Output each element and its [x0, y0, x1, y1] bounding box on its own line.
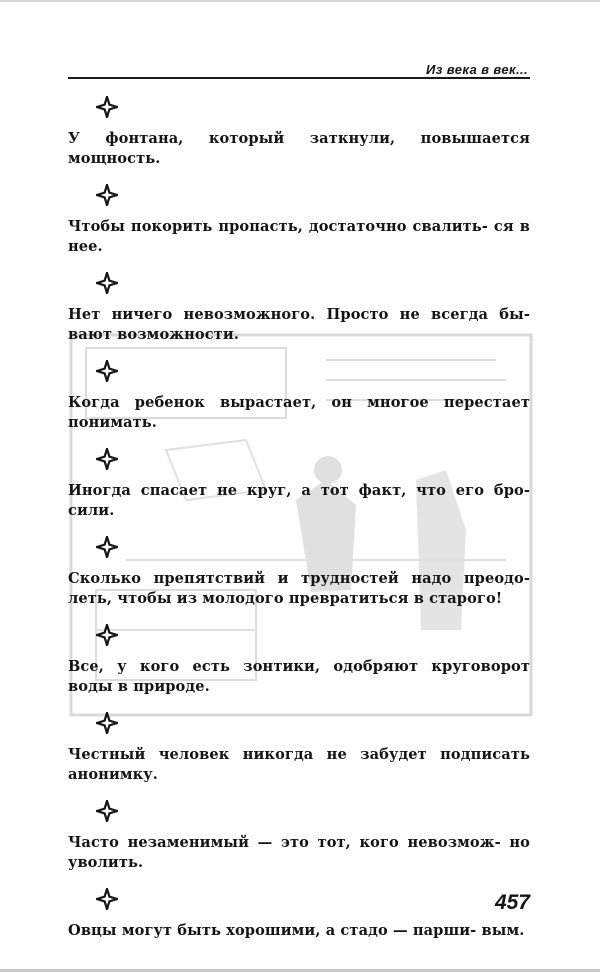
- aphorism-text: [68, 393, 530, 433]
- running-title: Из века в век...: [426, 62, 528, 77]
- aphorism-line: Сколько препятствий и трудностей надо преодо-: [68, 570, 530, 587]
- four-pointed-star-icon: [96, 272, 118, 294]
- aphorism-list: [68, 96, 530, 956]
- aphorism-line: Нет ничего невозможного. Просто не всегда бы-: [68, 306, 530, 323]
- aphorism-entry: [68, 536, 530, 609]
- aphorism-text: [68, 481, 530, 521]
- page-frame-top: [0, 0, 600, 2]
- aphorism-line: воды в природе.: [68, 678, 210, 695]
- aphorism-text: [68, 657, 530, 697]
- four-pointed-star-icon: [96, 96, 118, 118]
- aphorism-text: [68, 129, 530, 169]
- aphorism-line: понимать.: [68, 414, 157, 431]
- aphorism-text: [68, 833, 530, 873]
- aphorism-line: Честный человек никогда не забудет подписать: [68, 746, 530, 763]
- aphorism-line: леть, чтобы из молодого превратиться в старого!: [68, 590, 503, 607]
- aphorism-line: Все, у кого есть зонтики, одобряют круговорот: [68, 658, 530, 675]
- aphorism-line: анонимку.: [68, 766, 158, 783]
- header-rule: [68, 77, 530, 79]
- aphorism-entry: [68, 272, 530, 345]
- four-pointed-star-icon: [96, 536, 118, 558]
- aphorism-entry: [68, 360, 530, 433]
- aphorism-entry: [68, 624, 530, 697]
- aphorism-text: [68, 217, 530, 257]
- aphorism-entry: [68, 96, 530, 169]
- page-number: 457: [494, 891, 530, 914]
- aphorism-line: но уволить.: [68, 834, 530, 871]
- aphorism-line: вают возможности.: [68, 326, 239, 343]
- aphorism-line: Часто незаменимый — это тот, кого невозмож-: [68, 834, 501, 851]
- aphorism-line: Когда ребенок вырастает, он многое перестает: [68, 394, 530, 411]
- aphorism-text: [68, 745, 530, 785]
- four-pointed-star-icon: [96, 360, 118, 382]
- aphorism-text: [68, 921, 530, 941]
- aphorism-line: Иногда спасает не круг, а тот факт, что его бро-: [68, 482, 530, 499]
- aphorism-line: У фонтана, который заткнули, повышается: [68, 130, 530, 147]
- four-pointed-star-icon: [96, 712, 118, 734]
- four-pointed-star-icon: [96, 448, 118, 470]
- aphorism-text: [68, 305, 530, 345]
- four-pointed-star-icon: [96, 888, 118, 910]
- aphorism-line: сили.: [68, 502, 115, 519]
- aphorism-text: [68, 569, 530, 609]
- aphorism-entry: [68, 184, 530, 257]
- aphorism-entry: [68, 448, 530, 521]
- aphorism-line: Чтобы покорить пропасть, достаточно свалить-: [68, 218, 488, 235]
- aphorism-line: мощность.: [68, 150, 161, 167]
- aphorism-line: ся в нее.: [68, 218, 530, 255]
- four-pointed-star-icon: [96, 800, 118, 822]
- aphorism-line: Овцы могут быть хорошими, а стадо — парши-: [68, 922, 477, 939]
- aphorism-entry: [68, 712, 530, 785]
- four-pointed-star-icon: [96, 624, 118, 646]
- aphorism-line: вым.: [481, 922, 525, 939]
- aphorism-entry: [68, 800, 530, 873]
- four-pointed-star-icon: [96, 184, 118, 206]
